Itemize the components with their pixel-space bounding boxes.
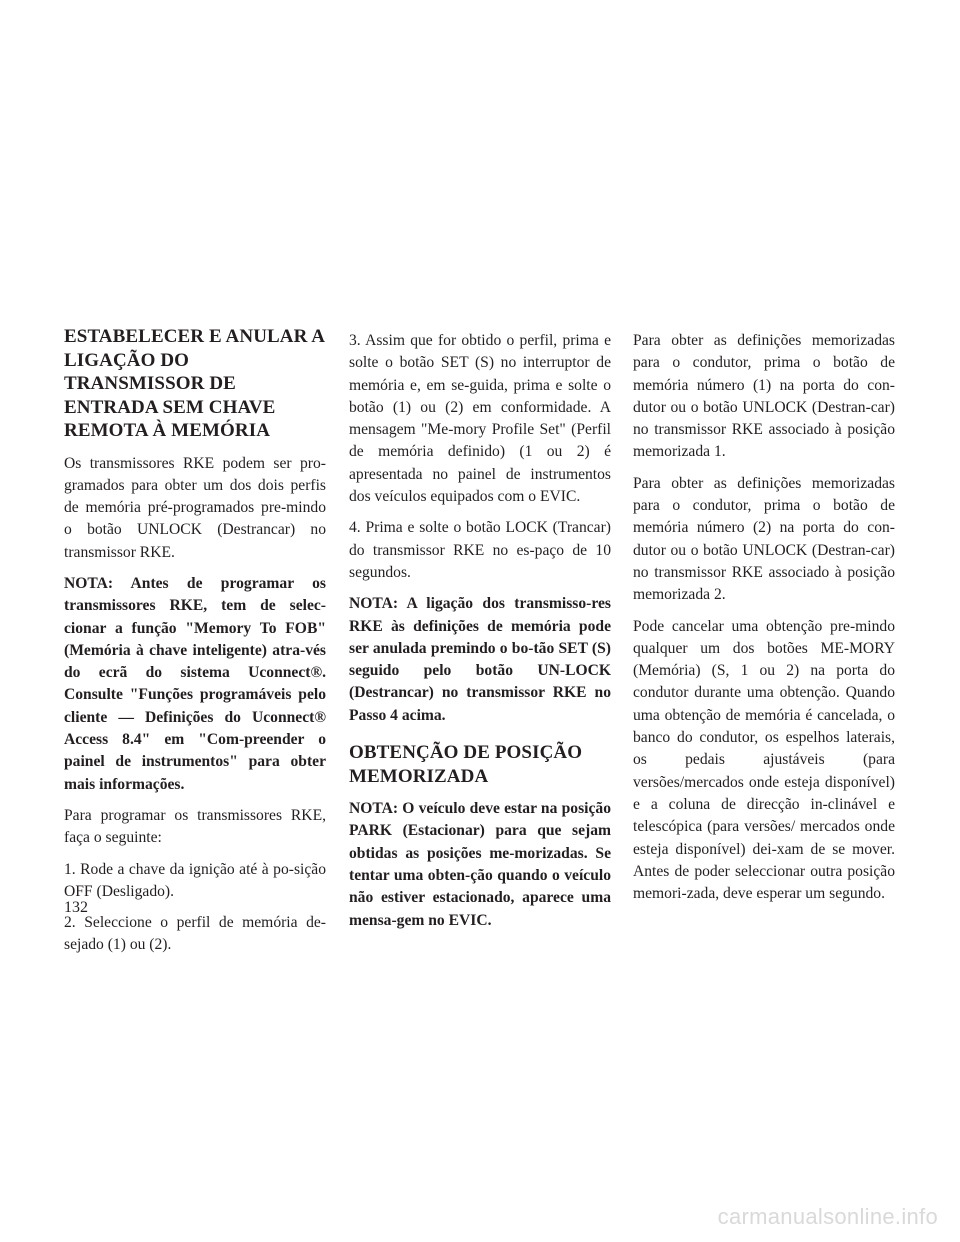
column-2 [349,330,611,941]
section-heading-memory-link: ESTABELECER E ANULAR A LIGAÇÃO DO TRANSMISSOR DE ENTRADA SEM CHAVE REMOTA À MEMÓRIA [64,326,325,441]
watermark: carmanualsonline.info [717,1204,938,1229]
column-1 [64,325,326,966]
step-1: 1. Rode a chave da ignição até à po-sição OFF (Desligado). [64,860,326,900]
paragraph-cancel-recall: Pode cancelar uma obtenção pre-mindo qualquer um dos botões ME-MORY (Memória) (S, 1 ou 2) na porta do condutor durante uma obtenção. Quando uma obtenção de memória é cancelada, o banco do condutor, os espelhos laterais, os pedais ajustáveis (para versões/mercados onde esteja disponível) e a coluna de direcção in-clinável e telescópica (para versões/ mercados onde esteja disponível) dei-xam de se mover. Antes de poder seleccionar outra posição memori-zada, deve esperar um segundo. [633,617,895,903]
page-number: 132 [64,899,88,916]
note-unlink: NOTA: A ligação dos transmisso-res RKE às definições de memória pode ser anulada premindo o bo-tão SET (S) seguido pelo botão UN-LOCK (Destrancar) no transmissor RKE no Passo 4 acima. [349,595,611,724]
note-memory-to-fob: NOTA: Antes de programar os transmissores RKE, tem de selec-cionar a função "Memory To FOB" (Memória à chave inteligente) atra-vés do ecrã do sistema Uconnect®. Consulte "Funções programáveis pelo cliente — Definições do Uconnect® Access 8.4" em "Com-preender o painel de instrumentos" para obter mais informações. [64,574,326,793]
step-4: 4. Prima e solte o botão LOCK (Trancar) do transmissor RKE no es-paço de 10 segundos. [349,519,611,581]
paragraph-recall-position-1: Para obter as definições memorizadas para o condutor, prima o botão de memória número (1) na porta do con-dutor ou o botão UNLOCK (Destran-car) no transmissor RKE associado à posição memorizada 1. [633,332,895,461]
note-park-position: NOTA: O veículo deve estar na posição PARK (Estacionar) para que sejam obtidas as posições me-morizadas. Se tentar uma obten-ção quando o veículo não estiver estacionado, aparece uma mensa-gem no EVIC. [349,800,611,929]
paragraph-procedure-intro: Para programar os transmissores RKE, faça o seguinte: [64,806,326,847]
step-3: 3. Assim que for obtido o perfil, prima e solte o botão SET (S) no interruptor de memória e, em se-guida, prima e solte o botão (1) ou (2) em conformidade. A mensagem "Me-mory Profile Set" (Perfil de memória definido) (1 ou 2) é apresentada no painel de instrumentos dos veículos equipados com o EVIC. [349,332,611,506]
paragraph-intro: Os transmissores RKE podem ser pro-gramados para obter um dos dois perfis de memória pré-programados pre-mindo o botão UNLOCK (Destrancar) no transmissor RKE. [64,454,326,561]
column-3 [633,330,895,914]
paragraph-recall-position-2: Para obter as definições memorizadas para o condutor, prima o botão de memória número (2) na porta do con-dutor ou o botão UNLOCK (Destran-car) no transmissor RKE associado à posição memorizada 2. [633,474,895,604]
step-2: 2. Seleccione o perfil de memória de-sejado (1) ou (2). [64,914,326,954]
section-heading-memory-recall: OBTENÇÃO DE POSIÇÃO MEMORIZADA [349,742,583,787]
